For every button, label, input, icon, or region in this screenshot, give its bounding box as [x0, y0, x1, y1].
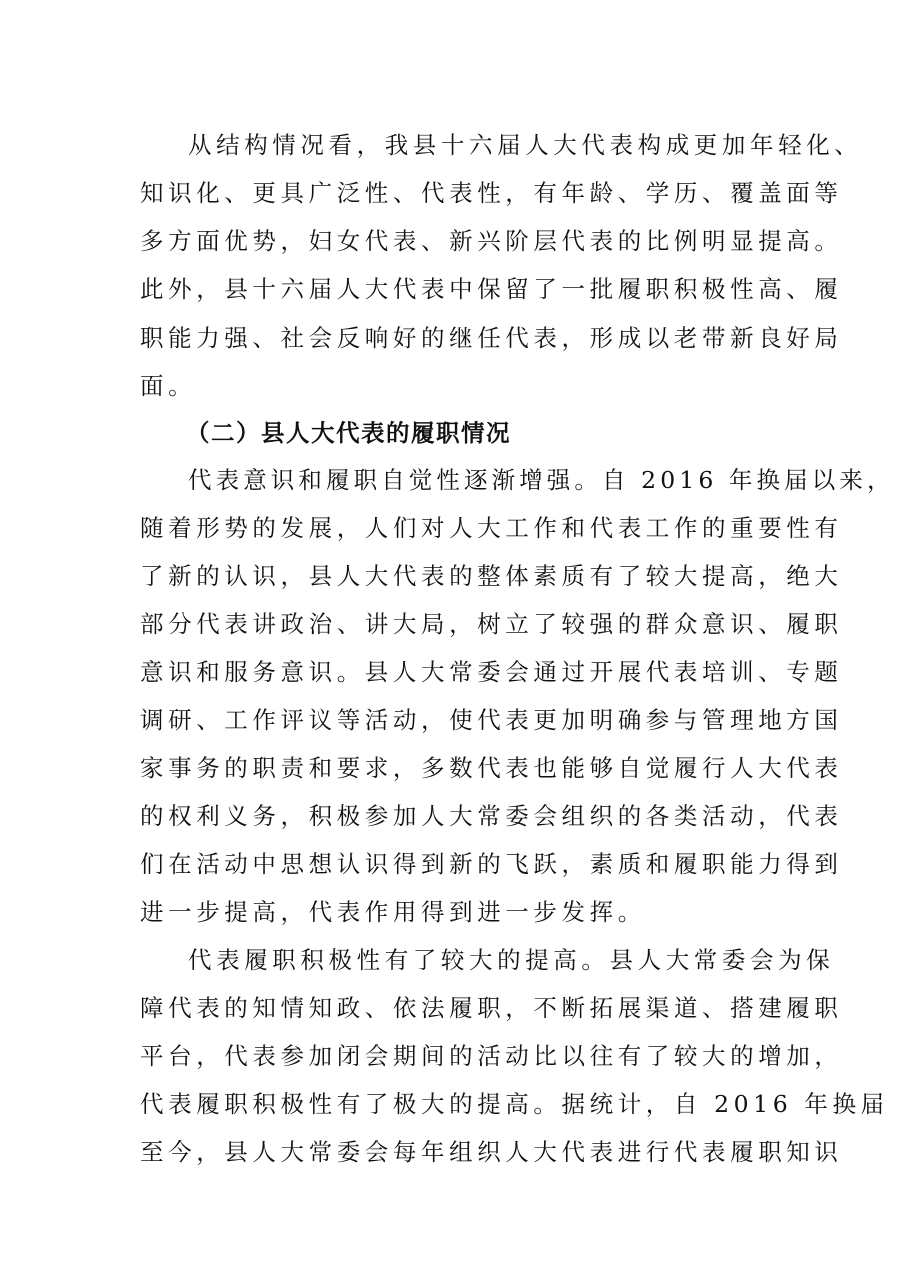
- paragraph-enthusiasm-line: 至今，县人大常委会每年组织人大代表进行代表履职知识: [140, 1138, 843, 1166]
- paragraph-awareness-line: 随着形势的发展，人们对人大工作和代表工作的重要性有: [140, 514, 843, 542]
- paragraph-awareness-line: 了新的认识，县人大代表的整体素质有了较大提高，绝大: [140, 562, 843, 590]
- paragraph-enthusiasm-line: 代表履职积极性有了较大的提高。县人大常委会为保: [188, 946, 835, 974]
- paragraph-structure-line: 此外，县十六届人大代表中保留了一批履职积极性高、履: [140, 275, 843, 303]
- paragraph-structure-line: 职能力强、社会反响好的继任代表，形成以老带新良好局: [140, 324, 843, 352]
- paragraph-structure-line: 面。: [140, 372, 197, 400]
- paragraph-structure-line: 从结构情况看，我县十六届人大代表构成更加年轻化、: [188, 131, 863, 159]
- paragraph-structure-line: 知识化、更具广泛性、代表性，有年龄、学历、覆盖面等: [140, 179, 843, 207]
- paragraph-enthusiasm-line: 障代表的知情知政、依法履职，不断拓展渠道、搭建履职: [140, 994, 843, 1022]
- section-heading: （二）县人大代表的履职情况: [186, 419, 511, 447]
- paragraph-awareness-line: 的权利义务，积极参加人大常委会组织的各类活动，代表: [140, 802, 843, 830]
- paragraph-awareness-line: 部分代表讲政治、讲大局，树立了较强的群众意识、履职: [140, 610, 843, 638]
- paragraph-awareness-line: 代表意识和履职自觉性逐渐增强。自 2016 年换届以来，: [188, 466, 895, 494]
- paragraph-awareness-line: 意识和服务意识。县人大常委会通过开展代表培训、专题: [140, 658, 843, 686]
- paragraph-awareness-line: 们在活动中思想认识得到新的飞跃，素质和履职能力得到: [140, 850, 843, 878]
- paragraph-awareness-line: 进一步提高，代表作用得到进一步发挥。: [140, 898, 646, 926]
- paragraph-awareness-line: 家事务的职责和要求，多数代表也能够自觉履行人大代表: [140, 754, 843, 782]
- paragraph-awareness-line: 调研、工作评议等活动，使代表更加明确参与管理地方国: [140, 706, 843, 734]
- paragraph-enthusiasm-line: 平台，代表参加闭会期间的活动比以往有了较大的增加，: [140, 1042, 843, 1070]
- paragraph-structure-line: 多方面优势，妇女代表、新兴阶层代表的比例明显提高。: [140, 227, 843, 255]
- paragraph-enthusiasm-line: 代表履职积极性有了极大的提高。据统计，自 2016 年换届: [140, 1090, 889, 1118]
